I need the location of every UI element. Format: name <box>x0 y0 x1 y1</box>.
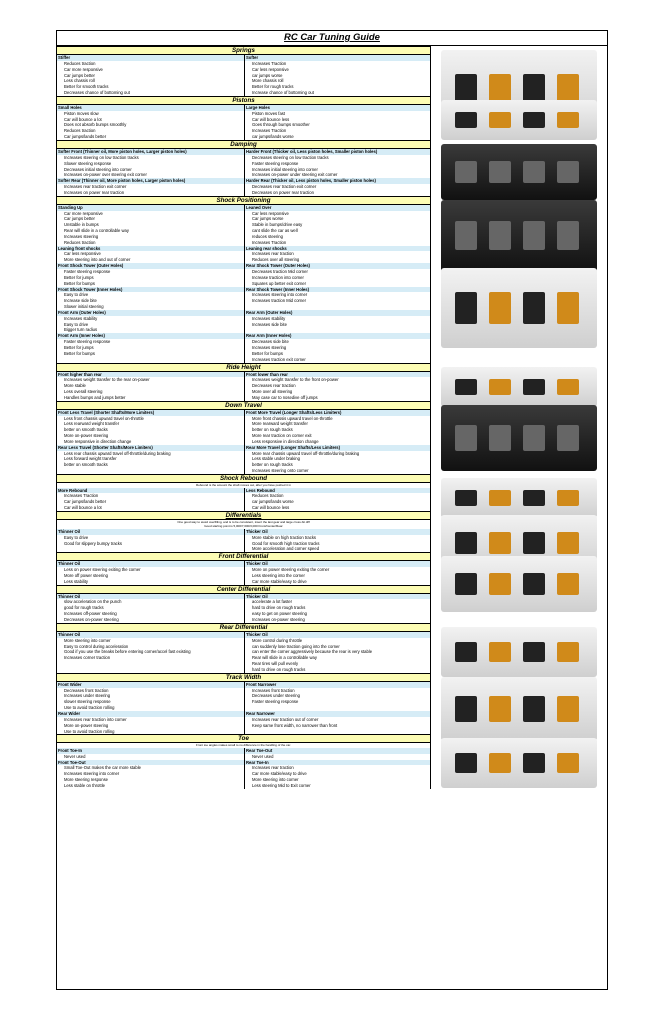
photo-detail <box>557 161 579 183</box>
left-effect: Car more responsive <box>57 211 245 217</box>
left-effect: Better for bumps <box>57 351 245 357</box>
left-effect <box>57 667 245 673</box>
left-effect: Slower initial steering <box>57 304 245 310</box>
photo-detail <box>489 642 511 662</box>
left-effect: Slower steering response <box>57 161 245 167</box>
effect-row <box>57 90 430 96</box>
effect-row <box>57 546 430 552</box>
left-option-label: Leaning front shocks <box>57 246 245 252</box>
right-effect: Decreases on power rear traction <box>252 189 314 195</box>
left-effect: Less front chassis upward travel on-throttle <box>57 416 245 422</box>
left-option-label: Stiffer <box>57 55 245 61</box>
left-option-label: Rear Less Travel (Shorter Shafts/More Limiters) <box>57 445 245 451</box>
right-effect: Keep same front width, no narrower than front <box>252 722 338 728</box>
left-option-label: Front Shock Tower (Outer Holes) <box>57 263 245 269</box>
left-effect: Good for slippery bumpy tracks <box>57 541 245 547</box>
right-effect: More control during throttle <box>252 637 303 643</box>
right-effect: Increases rear traction <box>252 765 294 771</box>
right-effect: Decreases side bite <box>252 339 289 345</box>
left-effect: Car jumps better <box>57 216 245 222</box>
rebound-tool-photo <box>441 478 597 518</box>
photo-detail <box>523 425 545 451</box>
effect-row <box>57 729 430 735</box>
right-effect: Increases front traction <box>252 687 295 693</box>
right-option-label: Rear Arm (Outer Holes) <box>246 309 293 315</box>
right-effect: Increases steering into corner <box>252 292 308 298</box>
toe-angle-photo <box>441 738 597 788</box>
photo-detail <box>557 490 579 506</box>
left-effect: Better for jumps <box>57 345 245 351</box>
right-option-label: Thicker Oil <box>246 631 268 637</box>
left-effect: Reduces traction <box>57 128 245 134</box>
ride-height-photo <box>441 367 597 407</box>
right-effect: better on rough tracks <box>252 427 293 433</box>
right-option-label: Softer <box>246 55 259 60</box>
right-effect: reduces steering <box>252 233 283 239</box>
left-option-label: Front Less Travel (Shorter Shafts/More Limiters) <box>57 410 245 416</box>
right-effect: Car jumps worse <box>252 216 284 222</box>
right-effect: Less stable under braking <box>252 456 300 462</box>
right-effect: Increases on-power under steering exit corner <box>252 172 338 178</box>
right-option-label: Thicker Oil <box>246 561 268 567</box>
right-option-label: Harder Front (Thicker oil, Less piston holes, Smaller piston holes) <box>246 148 378 154</box>
photo-detail <box>523 490 545 506</box>
left-effect: Use to avoid traction rolling <box>57 729 245 735</box>
right-effect: Increases weight transfer to the front on-power <box>252 377 339 383</box>
effect-row <box>57 667 430 673</box>
right-effect: More rear traction on corner exit <box>252 433 312 439</box>
left-option-label: Front higher than rear <box>57 372 245 378</box>
left-effect: Increases Traction <box>57 493 245 499</box>
left-option-label: Front Toe-Out <box>57 760 245 766</box>
right-effect: Better for bumps <box>252 350 283 356</box>
photo-detail <box>455 532 477 554</box>
right-effect: Good for smooth high traction tracks <box>252 540 320 546</box>
right-effect: Faster steering response <box>252 160 299 166</box>
photo-detail <box>455 753 477 773</box>
left-effect: Less stability <box>57 579 245 585</box>
section-header: Differentials <box>57 511 430 520</box>
right-effect: May case car to nosedive off jumps <box>252 394 318 400</box>
section-header: Rear Differential <box>57 623 430 632</box>
left-effect: Decreases initial steering into corner <box>57 167 245 173</box>
photo-detail <box>489 221 511 250</box>
section-note: Rebound is the amount the shaft moves out, after you have pushed it in <box>196 483 291 487</box>
effect-row <box>57 783 430 789</box>
effect-row <box>57 134 430 140</box>
left-effect: Car will bounce a lot <box>57 117 245 123</box>
section-header: Pistons <box>57 96 430 105</box>
right-effect: easy to get on power steering <box>252 611 307 617</box>
right-option-label: Rear Toe-In <box>246 759 269 765</box>
photo-detail <box>489 161 511 183</box>
right-effect: Increases initial steering into corner <box>252 166 318 172</box>
left-option-label: Rear Wider <box>57 711 245 717</box>
right-effect: car jumps worse <box>252 72 283 78</box>
photo-detail <box>523 573 545 595</box>
right-option-label: Rear Narrower <box>246 710 275 716</box>
effect-row <box>57 357 430 363</box>
left-effect: Increases steering into corner <box>57 771 245 777</box>
left-effect: slower steering response <box>57 699 245 705</box>
rear-diff-photo <box>441 627 597 677</box>
right-effect: Piston moves fast <box>252 110 286 116</box>
section-header: Toe <box>57 734 430 743</box>
right-effect: Decreases steering on low traction tracks <box>252 154 329 160</box>
section-note: Front toe angles makes small to no difference in the handling of the car. <box>195 743 291 748</box>
right-option-label: Less Rebound <box>246 487 275 493</box>
left-effect: Less forward weight transfer <box>57 456 245 462</box>
photo-detail <box>557 532 579 554</box>
left-effect: Reduces traction <box>57 61 245 67</box>
right-effect: Decreases under steering <box>252 693 300 699</box>
left-option-label: Thinner Oil <box>57 632 245 638</box>
left-effect: Bigger turn radius <box>57 327 245 333</box>
right-effect: Increases steering onto corner <box>252 468 309 474</box>
photo-column <box>431 46 607 789</box>
photo-detail <box>557 425 579 451</box>
left-effect: More on-power steering <box>57 433 245 439</box>
left-effect: Faster steering response <box>57 339 245 345</box>
left-effect: More off power steering <box>57 573 245 579</box>
section-header: Down Travel <box>57 401 430 410</box>
photo-detail <box>489 292 511 324</box>
left-effect: Car less responsive <box>57 251 245 257</box>
left-option-label: Front Arm (Outer Holes) <box>57 310 245 316</box>
left-effect <box>57 546 245 552</box>
right-effect: More over all steering <box>252 389 293 395</box>
right-effect: hard to drive on rough tracks <box>252 605 306 611</box>
right-option-label: Thicker Oil <box>246 593 268 599</box>
section-header: Ride Height <box>57 363 430 372</box>
left-option-label: Front Shock Tower (Inner Holes) <box>57 287 245 293</box>
left-effect: Less rear chassis upward travel off-throttle/during braking <box>57 451 245 457</box>
right-option-label: Rear More Travel (Longer Shafts/Less Limiters) <box>246 444 341 450</box>
left-effect: Easy to drive <box>57 535 245 541</box>
photo-detail <box>489 379 511 395</box>
photo-detail <box>557 379 579 395</box>
effect-row <box>57 395 430 401</box>
left-effect: Increases steering on low traction tracks <box>57 155 245 161</box>
right-effect: can enter the corner aggressively because the rear is very stable <box>252 649 373 655</box>
right-option-label: Rear Shock Tower (Inner Holes) <box>246 286 309 292</box>
photo-detail <box>557 753 579 773</box>
right-option-label: Front lower than rear <box>246 371 288 377</box>
left-effect: Car jumps better <box>57 73 245 79</box>
right-effect: More steering into corner <box>252 777 299 783</box>
left-effect: Reduces traction <box>57 240 245 246</box>
right-effect: Car less responsive <box>252 66 289 72</box>
right-effect: Stable in bumps/drive easy <box>252 222 303 228</box>
left-effect: Car jumps/lands better <box>57 499 245 505</box>
left-effect: More steering response <box>57 777 245 783</box>
photo-detail <box>523 292 545 324</box>
right-effect: Increases rear traction <box>252 251 294 257</box>
left-option-label: Front Wider <box>57 682 245 688</box>
left-effect <box>57 357 245 363</box>
photo-detail <box>489 490 511 506</box>
right-option-label: Front Narrower <box>246 681 277 687</box>
right-effect: More chassis roll <box>252 78 284 84</box>
right-effect <box>245 729 430 735</box>
right-effect: Increases side bite <box>252 321 287 327</box>
right-effect: Less responsive in direction change <box>252 438 319 444</box>
photo-detail <box>455 573 477 595</box>
right-effect: Increases rear traction out of corner <box>252 716 319 722</box>
right-effect: hard to drive on rough tracks <box>252 666 306 672</box>
right-effect: Rear will slide in a controllable way <box>252 655 317 661</box>
right-effect: can suddenly lose traction going into the corner <box>252 643 340 649</box>
right-effect: Increases traction Mid corner <box>252 298 306 304</box>
right-effect: Less steering into the corner <box>252 572 305 578</box>
right-effect: More front chassis upward travel on-throttle <box>252 415 333 421</box>
right-effect: Reduces traction <box>252 493 284 499</box>
section-header: Track Width <box>57 673 430 682</box>
left-effect: Better for bumps <box>57 281 245 287</box>
right-option-label: Front More Travel (Longer Shafts/Less Limiters) <box>246 409 342 415</box>
left-effect: Handles bumps and jumps better <box>57 395 245 401</box>
right-effect: Increases on-power steering <box>252 617 305 622</box>
effect-row <box>57 505 430 511</box>
left-effect: Increases rear traction into corner <box>57 717 245 723</box>
photo-detail <box>489 532 511 554</box>
photo-detail <box>489 753 511 773</box>
tuning-sheet <box>56 30 608 990</box>
left-effect: Better for jumps <box>57 275 245 281</box>
right-option-label: Rear Shock Tower (Outer Holes) <box>246 263 310 269</box>
photo-detail <box>455 221 477 250</box>
left-effect: better on smooth tracks <box>57 427 245 433</box>
left-option-label: Softer Front (Thinner oil, More piston holes, Larger piston holes) <box>57 149 245 155</box>
right-effect: better on rough tracks <box>252 462 293 468</box>
right-option-label: Leaning rear shocks <box>246 245 287 251</box>
right-effect: Goes through bumps smoother <box>252 122 310 128</box>
right-effect: Decreases traction Mid corner <box>252 269 308 274</box>
photo-detail <box>523 161 545 183</box>
right-effect: More rearward weight transfer <box>252 421 308 427</box>
page-title: RC Car Tuning Guide <box>57 31 607 46</box>
photo-detail <box>523 112 545 128</box>
right-effect: accelerate a lot faster <box>252 599 293 605</box>
left-effect: Increases rear traction exit corner <box>57 184 245 190</box>
right-effect: Faster steering response <box>252 699 299 705</box>
left-option-label: Thinner Oil <box>57 594 245 600</box>
left-effect: Increases corner traction <box>57 655 245 661</box>
left-effect: Car jumps/lands better <box>57 134 245 140</box>
photo-detail <box>557 221 579 250</box>
photo-detail <box>523 532 545 554</box>
left-effect: Piston moves slow <box>57 111 245 117</box>
left-option-label: Front Arm (Inner Holes) <box>57 333 245 339</box>
photo-detail <box>557 696 579 722</box>
right-effect: cant slide the car as well <box>252 228 298 234</box>
right-effect: Increases Traction <box>252 239 287 245</box>
photo-detail <box>455 642 477 662</box>
left-effect: Less on power steering exiting the corner <box>57 567 245 573</box>
right-effect: Car will bounce less <box>252 505 290 511</box>
left-effect: Increases weight transfer to the rear on-power <box>57 377 245 383</box>
left-effect: better on smooth tracks <box>57 462 245 468</box>
left-effect: Never used <box>57 754 245 760</box>
section-header: Shock Rebound <box>57 474 430 483</box>
left-effect: More stable <box>57 383 245 389</box>
left-effect: More on-power steering <box>57 723 245 729</box>
section-note: Good starting point is 5,000/7,000/3,000 Front/Center/Rear <box>204 524 283 529</box>
left-option-label: Thinner Oil <box>57 529 245 535</box>
left-effect: Faster steering response <box>57 269 245 275</box>
left-effect: Less stable on throttle <box>57 783 245 789</box>
photo-detail <box>523 642 545 662</box>
left-effect: More steering into and out of corner <box>57 257 245 263</box>
photo-detail <box>455 112 477 128</box>
left-effect: Increases stability <box>57 316 245 322</box>
left-effect: Easy to drive <box>57 292 245 298</box>
right-effect: Never used <box>252 753 274 759</box>
left-effect: Better for smooth tracks <box>57 84 245 90</box>
down-travel-photo <box>441 405 597 471</box>
left-effect: Unstable in bumps <box>57 222 245 228</box>
photo-detail <box>455 490 477 506</box>
right-effect: Increases Traction <box>252 60 287 66</box>
left-effect: Easy to drive <box>57 322 245 328</box>
left-option-label: Front Toe-In <box>57 748 245 754</box>
right-option-label: Leaned Over <box>246 204 272 210</box>
photo-detail <box>489 425 511 451</box>
right-effect: Less steering Mid to Exit corner <box>252 782 311 788</box>
effect-row <box>57 617 430 623</box>
right-effect: car jumps/lands worse <box>252 499 294 505</box>
section-header: Springs <box>57 46 430 55</box>
right-effect: Better for rough tracks <box>252 84 294 90</box>
left-effect: Less rearward weight transfer <box>57 421 245 427</box>
right-effect: More stable on high traction tracks <box>252 534 317 540</box>
left-effect <box>57 468 245 474</box>
left-effect: Rear will slide in a controllable way <box>57 228 245 234</box>
right-effect: Increases Traction <box>252 128 287 134</box>
photo-detail <box>455 161 477 183</box>
left-effect: Increases on-power over steering exit corner <box>57 172 245 178</box>
left-option-label: More Rebound <box>57 488 245 494</box>
right-effect: More on power steering exiting the corner <box>252 567 330 573</box>
left-effect: Increases under steering <box>57 693 245 699</box>
right-effect: Car more stable/easy to drive <box>252 578 307 584</box>
tuning-table <box>57 46 431 789</box>
right-effect: More acceleration and corner speed <box>252 546 320 552</box>
right-effect: Decreases rear traction exit corner <box>252 184 317 190</box>
left-effect: More responsive in direction change <box>57 439 245 445</box>
left-effect: Car more responsive <box>57 67 245 73</box>
left-option-label: Small Holes <box>57 105 245 111</box>
left-effect: Increases steering <box>57 234 245 240</box>
shock-tower-photo <box>441 268 597 348</box>
photo-detail <box>489 696 511 722</box>
left-effect: slow acceleration on the punch <box>57 599 245 605</box>
photo-detail <box>455 379 477 395</box>
right-option-label: Rear Arm (Inner Holes) <box>246 333 292 339</box>
photo-detail <box>523 753 545 773</box>
left-effect: Increase side bite <box>57 298 245 304</box>
right-effect: Car will bounce less <box>252 116 290 122</box>
photo-detail <box>557 642 579 662</box>
right-option-label: Harder Rear (Thicker oil, Less piston holes, Smaller piston holes) <box>246 178 376 184</box>
left-effect: Use to avoid traction rolling <box>57 705 245 711</box>
photo-detail <box>455 292 477 324</box>
photo-detail <box>455 696 477 722</box>
effect-row <box>57 468 430 474</box>
photo-detail <box>489 112 511 128</box>
right-effect: Increases stability <box>252 315 286 321</box>
content-grid <box>57 46 607 789</box>
left-effect: Small Toe-Out makes the car more stable <box>57 765 245 771</box>
right-effect: Car less responsive <box>252 210 289 216</box>
left-effect: Decreases on-power steering <box>57 617 245 623</box>
left-effect: Increases off-power steering <box>57 611 245 617</box>
right-option-label: Rear Toe-Out <box>246 747 273 753</box>
section-header: Damping <box>57 140 430 149</box>
left-effect: Car will bounce a lot <box>57 505 245 511</box>
right-effect: More rear chassis upward travel off-throttle/during braking <box>252 450 360 456</box>
right-effect: Increase chance of bottoming out <box>252 90 314 96</box>
left-effect: Decreases chance of bottoming out <box>57 90 245 96</box>
left-option-label: Standing Up <box>57 205 245 211</box>
photo-detail <box>523 221 545 250</box>
left-effect: good for rough tracks <box>57 605 245 611</box>
right-effect: car jumps/lands worse <box>252 134 294 140</box>
photo-detail <box>557 573 579 595</box>
section-header: Front Differential <box>57 552 430 561</box>
effect-row <box>57 190 430 196</box>
photo-detail <box>523 379 545 395</box>
right-option-label: Large Holes <box>246 104 270 110</box>
right-effect: Increase traction into corner <box>252 274 304 280</box>
right-option-label: Thicker Oil <box>246 528 268 534</box>
right-effect: Car more stable/easy to drive <box>252 771 307 777</box>
right-effect: Increases steering <box>252 344 287 350</box>
photo-detail <box>523 696 545 722</box>
section-header: Shock Positioning <box>57 196 430 205</box>
left-effect: Good if you use the breaks before entering corner/accel fast existing <box>57 649 245 655</box>
left-effect: Increases on power rear traction <box>57 190 245 196</box>
left-effect: More steering into corner <box>57 638 245 644</box>
buggy-chassis-photo <box>441 144 597 200</box>
section-header: Center Differential <box>57 585 430 594</box>
photo-detail <box>557 292 579 324</box>
left-option-label: Thinner Oil <box>57 561 245 567</box>
piston-parts-photo <box>441 100 597 140</box>
right-effect: Increases traction exit corner <box>252 356 306 362</box>
photo-detail <box>557 112 579 128</box>
right-effect: Decreases rear traction <box>252 383 296 389</box>
effect-row <box>57 579 430 585</box>
left-option-label: Softer Rear (Thinner oil, More piston holes, Larger piston holes) <box>57 178 245 184</box>
left-effect: Decreases front traction <box>57 688 245 694</box>
front-diff-photo <box>441 556 597 612</box>
left-effect: Less chassis roll <box>57 78 245 84</box>
photo-detail <box>455 425 477 451</box>
right-effect: Rear tires will pull evenly <box>252 661 299 667</box>
right-effect: Squares up better exit corner <box>252 280 307 286</box>
left-effect: Easy to control during acceleration <box>57 644 245 650</box>
left-effect: Less overall steering <box>57 389 245 395</box>
buggy-wing-photo <box>441 200 597 272</box>
track-width-photo <box>441 677 597 741</box>
photo-detail <box>489 573 511 595</box>
section-note: One good way to avoid overfilling, and is to be consistent, insert the last gear and large cross-bit diff <box>177 519 310 524</box>
left-effect: Does not absorb bumps smoothly <box>57 122 245 128</box>
right-effect: Reduces over all steering <box>252 257 300 263</box>
